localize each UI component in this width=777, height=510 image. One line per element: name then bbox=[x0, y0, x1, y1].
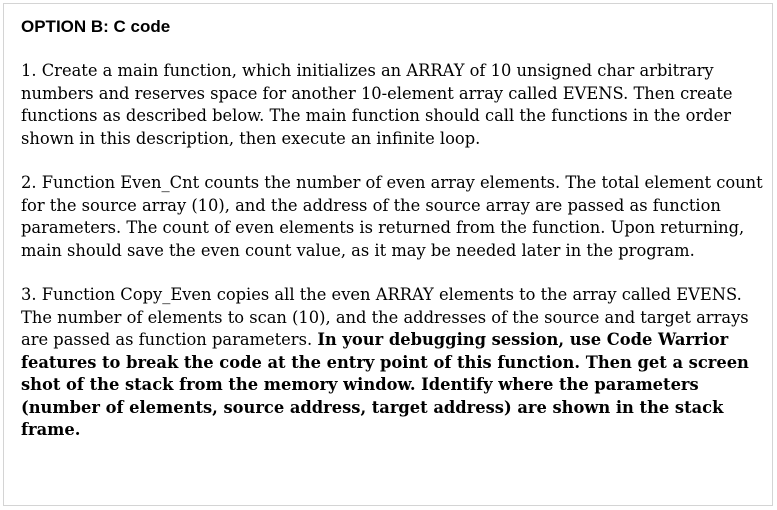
paragraph-item-1-text: 1. Create a main function, which initializes an ARRAY of 10 unsigned char arbitrary numbers and reserves space for another 10-element array called EVENS. Then create functions as described below. The main function should call the functions in the order shown in this description, then execute an infinite loop. bbox=[21, 61, 733, 148]
paragraph-item-3-bold-text: In your debugging session, use Code Warrior features to break the code at the entry point of this function. Then get a screen shot of the stack from the memory window. Identify where the parameters (number of elements, source address, target address) are shown in the stack frame. bbox=[21, 330, 749, 439]
paragraph-item-1 bbox=[21, 60, 766, 150]
paragraph-item-3-text: 3. Function Copy_Even copies all the even ARRAY elements to the array called EVENS. The number of elements to scan (10), and the addresses of the source and target arrays are passed as function parameters. bbox=[21, 285, 749, 349]
document-body bbox=[21, 15, 766, 442]
paragraph-item-2-text: 2. Function Even_Cnt counts the number of even array elements. The total element count for the source array (10), and the address of the source array are passed as function parameters. The count of even elements is returned from the function. Upon returning, main should save the even count value, as it may be needed later in the program. bbox=[21, 173, 763, 260]
paragraph-item-3 bbox=[21, 284, 766, 442]
paragraph-item-2 bbox=[21, 172, 766, 262]
section-heading: OPTION B: C code bbox=[21, 17, 171, 36]
